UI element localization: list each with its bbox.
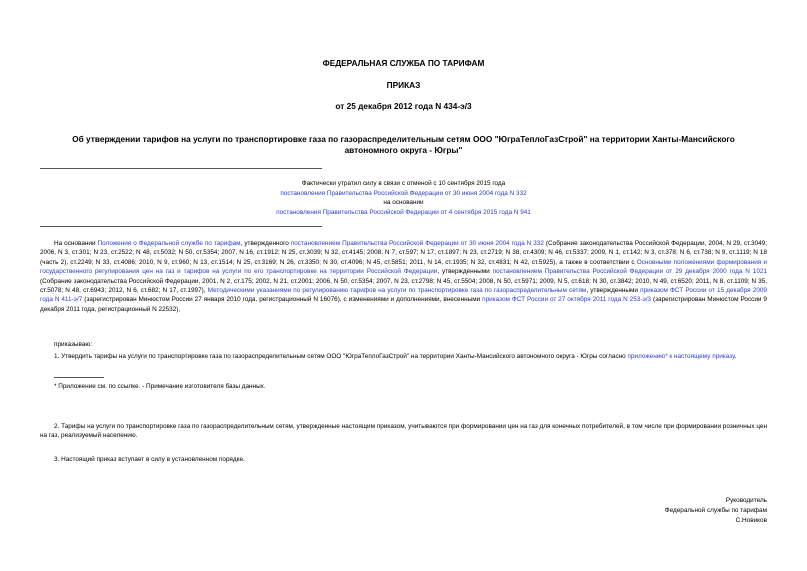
status-bottom-divider: [40, 226, 322, 227]
preamble-text: (зарегистрирован Минюстом России 27 января 2010 года, регистрационный N 16076), с изменениями и дополнениями, внесенными: [82, 296, 483, 304]
footnote: * Приложение см. по ссылке. - Примечание изготовителя базы данных.: [54, 383, 266, 390]
link-order-253[interactable]: приказом ФСТ России от 27 октября 2011 года N 253-э/3: [482, 296, 652, 304]
status-text: Фактически утратил силу в связи с отменой с 10 сентября 2015 года: [301, 180, 506, 187]
document-title-line2: автономного округа - Югры": [344, 145, 463, 155]
signature-position: Руководитель: [725, 497, 767, 504]
order-item-3: 3. Настоящий приказ вступает в силу в установленном порядке.: [54, 456, 245, 463]
link-resolution-332[interactable]: постановлением Правительства Российской Федерации от 30 июня 2004 года N 332: [290, 240, 544, 247]
preamble-paragraph: [40, 239, 767, 314]
status-basis-text: на основании: [383, 199, 424, 207]
preamble-text: На основании: [54, 240, 98, 247]
signature-organization: Федеральной службы по тарифам: [664, 507, 767, 515]
item-1-end: .: [734, 353, 737, 360]
document-title: [0, 134, 807, 156]
document-title-line1: Об утверждении тарифов на услуги по транспортировке газа по газораспределительным сетям ООО "ЮграТеплоГазСтрой" на территории Ханты-Мансийского: [72, 134, 735, 144]
link-basic-provisions[interactable]: Основными положениями формирования и государственного регулирования цен на газ и тарифов на услуги по его транспортировке на территории Российской Федерации: [40, 258, 768, 276]
preamble-text: (зарегистрирован Минюстом России 9 декабря 2011 года, регистрационный N 22532),: [40, 296, 767, 313]
preamble-text: , утвержденными: [437, 268, 493, 276]
document-date-number: от 25 декабря 2012 года N 434-э/3: [335, 101, 472, 111]
preamble-text: (Собрание законодательства Российской Федерации, 2004, N 29, ст.3049; 2006, N 3, ст.301; N 23, ст.2522; N 48, ст.5032; N 50, ст.5354; 2007, N 16, ст.1912; N 25, ст.3039; N 32, ст.4145; 2008, N 7, ст.597; N 17, ст.1897; N 23, ст.2719; N 38, ст.4309; N 46, ст.5337; 2009, N 1, ст.142; N 3, ст.378; N 6, ст.738; N 9, ст.1119; N 18 (часть 2), ст.2249; N 33, ст.4086; 2010, N 9, ст.960; N 13, ст.1514; N 25, ст.3169; N 26, ст.3350; N 30, ст.4096; N 45, ст.5851; 2011, N 14, ст.1935; N 32, ст.4831; N 42, ст.5925), а также в соответствии с: [40, 240, 768, 266]
signature-name: С.Новиков: [735, 517, 767, 525]
status-link-941[interactable]: постановления Правительства Российской Федерации от 4 сентября 2015 года N 941: [276, 208, 531, 216]
link-resolution-1021[interactable]: постановлением Правительства Российской Федерации от 29 декабря 2000 года N 1021: [492, 268, 767, 276]
order-word: приказываю:: [54, 341, 92, 348]
footnote-divider: [54, 377, 104, 378]
link-appendix[interactable]: приложению* к настоящему приказу: [627, 353, 735, 360]
item-1-text: 1. Утвердить тарифы на услуги по транспортировке газа по газораспределительным сетям ООО "ЮграТеплоГазСтрой" на территории Ханты-Мансийского автономного округа - Югры согласно: [54, 353, 628, 360]
link-methodical-guidelines[interactable]: Методическими указаниями по регулированию тарифов на услуги по транспортировке газа по газораспределительным сетям: [207, 287, 587, 295]
status-block: [0, 179, 807, 217]
order-item-1: [40, 352, 767, 361]
link-fst-regulation[interactable]: Положения о Федеральной службе по тарифам: [97, 240, 241, 247]
preamble-text: , утвержденными: [586, 287, 641, 295]
preamble-text: , утвержденного: [240, 240, 291, 247]
status-link-332[interactable]: постановления Правительства Российской Федерации от 30 июня 2004 года N 332: [280, 189, 527, 197]
signature-block: [665, 496, 767, 527]
order-item-2: 2. Тарифы на услуги по транспортировке газа по газораспределительным сетям, утвержденные настоящим приказом, учитываются при формировании цен на газ для конечных потребителей, в том числе при формировании розничных цен на газ, реализуемый населению.: [40, 423, 767, 440]
preamble-text: (Собрание законодательства Российской Федерации, 2001, N 2, ст.175; 2002, N 21, ст.2001; 2006, N 50, ст.5354; 2007, N 23, ст.2798; N 45, ст.5504; 2008, N 50, ст.5971; 2009, N 5, ст.618; N 30, ст.3842; 2010, N 49, ст.6520; 2011, N 8, ст.1109; N 35, ст.5078; N 48, ст.6943; 2012, N 6, ст.682; N 17, ст.1997),: [40, 277, 767, 295]
agency-name: ФЕДЕРАЛЬНАЯ СЛУЖБА ПО ТАРИФАМ: [322, 58, 485, 68]
link-order-411[interactable]: приказом ФСТ России от 15 декабря 2009 года N 411-э/7: [40, 287, 767, 304]
document-type: ПРИКАЗ: [386, 80, 421, 90]
status-top-divider: [40, 168, 322, 169]
